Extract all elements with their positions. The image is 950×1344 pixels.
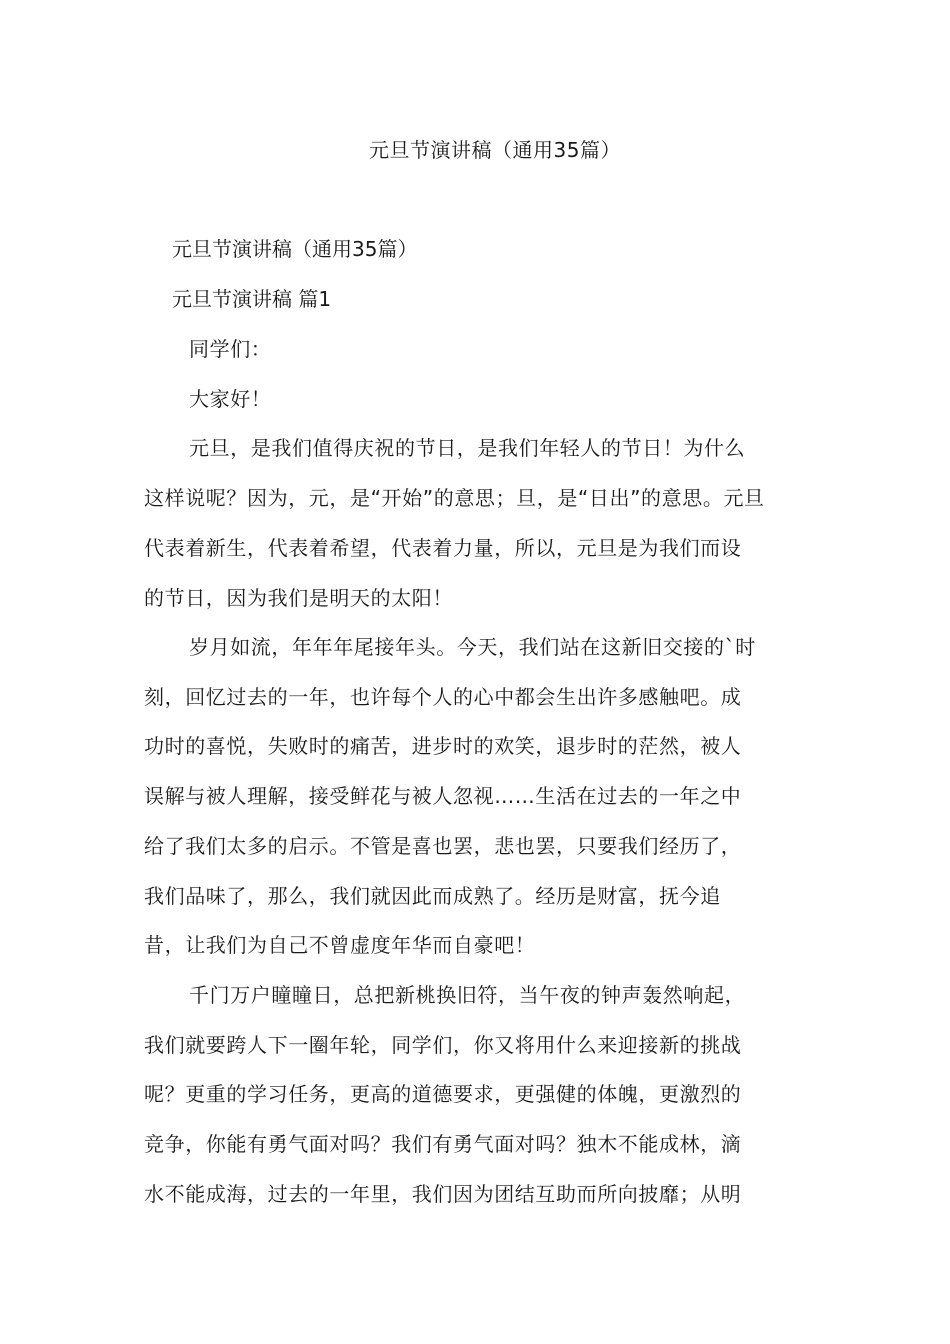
section-heading: 元旦节演讲稿 篇1 (172, 287, 332, 311)
salutation-line: 大家好！ (189, 387, 272, 411)
paragraph-3-line-1: 千门万户瞳瞳日，总把新桃换旧符，当午夜的钟声轰然响起， (189, 983, 746, 1007)
paragraph-2-line-7: 昔，让我们为自己不曾虚度年华而自豪吧！ (144, 933, 536, 957)
document-subtitle: 元旦节演讲稿（通用35篇） (172, 237, 418, 261)
paragraph-2-line-5: 给了我们太多的启示。不管是喜也罢，悲也罢，只要我们经历了， (144, 834, 742, 858)
document-title: 元旦节演讲稿（通用35篇） (369, 138, 621, 162)
paragraph-3-line-4: 竞争，你能有勇气面对吗？我们有勇气面对吗？独木不能成林，滴 (144, 1132, 742, 1156)
paragraph-3-line-5: 水不能成海，过去的一年里，我们因为团结互助而所向披靡；从明 (144, 1182, 742, 1206)
greeting-line: 同学们： (189, 337, 272, 361)
paragraph-2-line-6: 我们品味了，那么，我们就因此而成熟了。经历是财富，抚今追 (144, 884, 721, 908)
paragraph-2-line-1: 岁月如流，年年年尾接年头。今天，我们站在这新旧交接的`时 (189, 635, 756, 659)
paragraph-1-line-3: 代表着新生，代表着希望，代表着力量，所以，元旦是为我们而设 (144, 536, 742, 560)
paragraph-3-line-3: 呢？更重的学习任务，更高的道德要求，更强健的体魄，更激烈的 (144, 1082, 742, 1106)
paragraph-1-line-1: 元旦，是我们值得庆祝的节日，是我们年轻人的节日！为什么 (189, 436, 746, 460)
paragraph-2-line-4: 误解与被人理解，接受鲜花与被人忽视……生活在过去的一年之中 (144, 784, 742, 808)
paragraph-3-line-2: 我们就要跨人下一圈年轮，同学们，你又将用什么来迎接新的挑战 (144, 1033, 742, 1057)
paragraph-2-line-3: 功时的喜悦，失败时的痛苦，进步时的欢笑，退步时的茫然，被人 (144, 734, 742, 758)
paragraph-1-line-2: 这样说呢？因为，元，是“开始”的意思；旦，是“日出”的意思。元旦 (144, 486, 765, 510)
paragraph-1-line-4: 的节日，因为我们是明天的太阳！ (144, 586, 453, 610)
paragraph-2-line-2: 刻，回忆过去的一年，也许每个人的心中都会生出许多感触吧。成 (144, 685, 742, 709)
